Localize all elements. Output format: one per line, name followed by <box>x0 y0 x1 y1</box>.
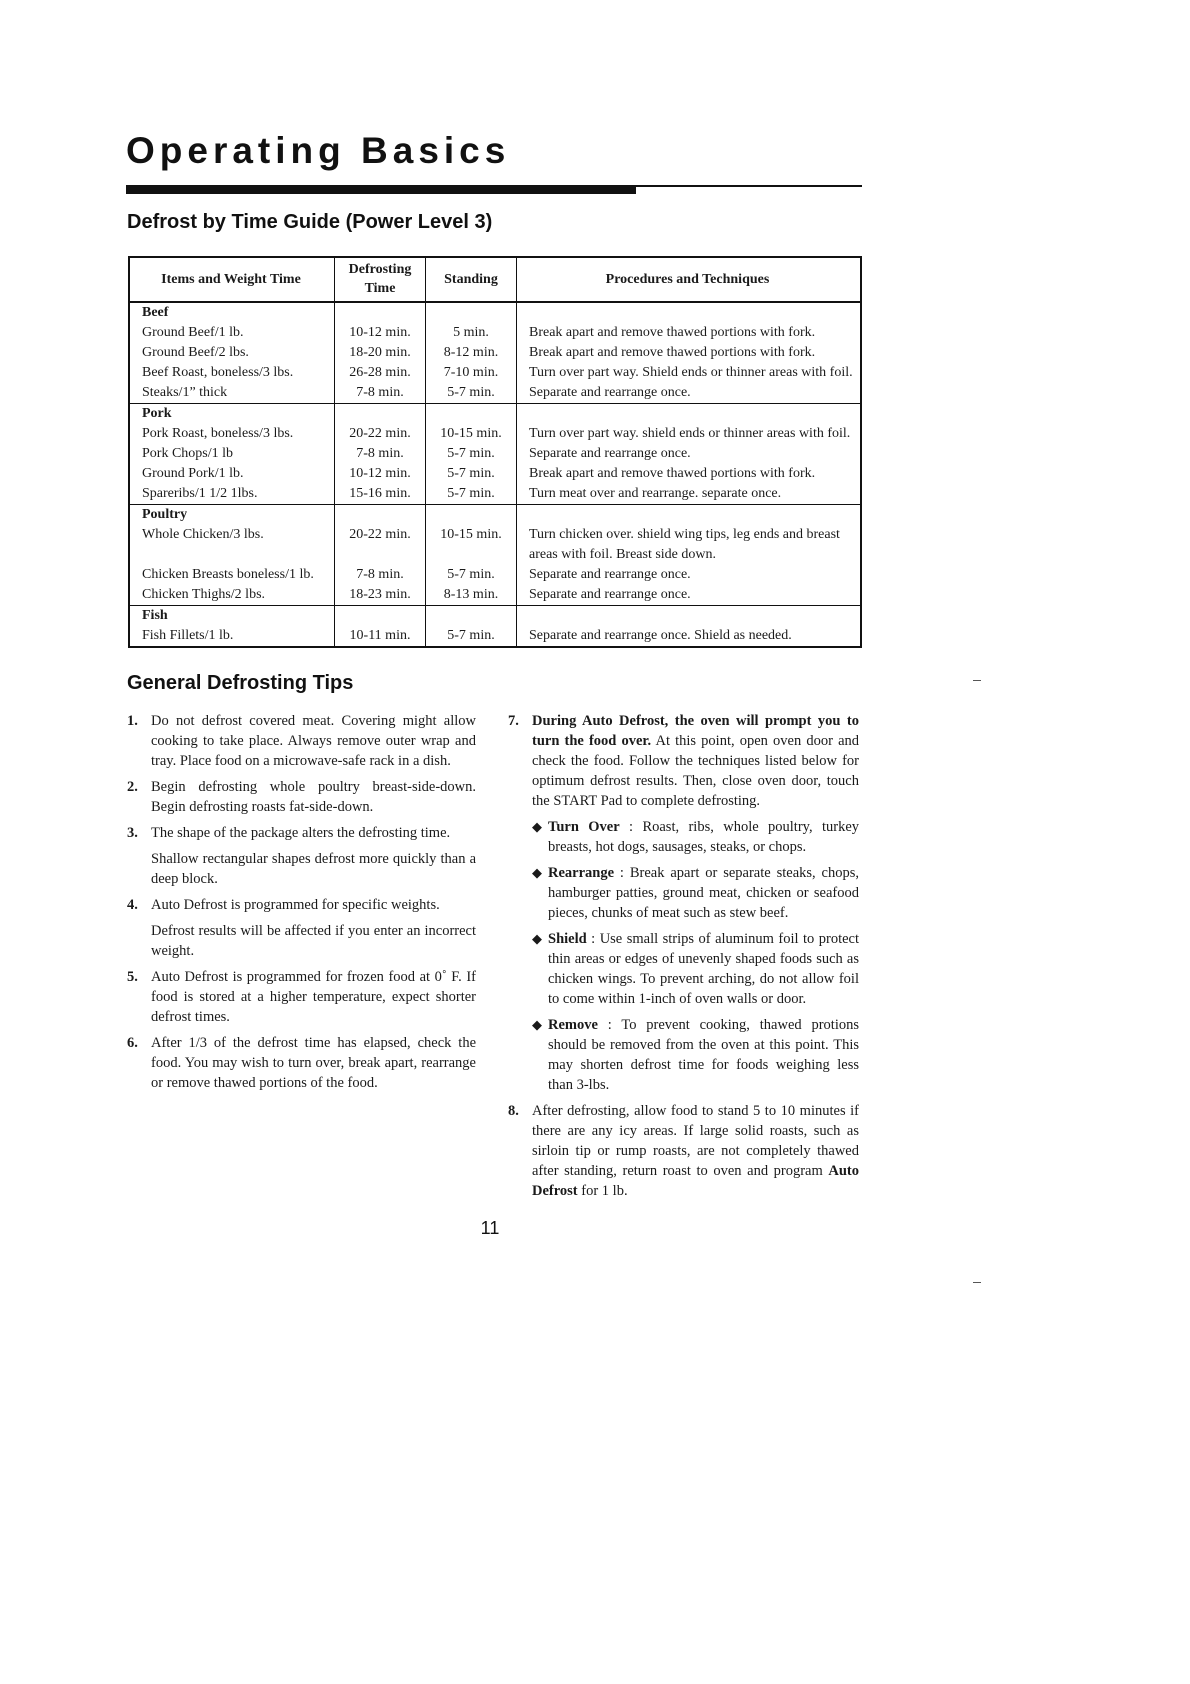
procedure-cell: Separate and rearrange once. <box>517 383 862 404</box>
technique-label: Turn Over <box>548 819 620 835</box>
tip-subtext: Defrost results will be affected if you enter an incorrect weight. <box>151 923 476 959</box>
time-cell: 10-11 min. <box>335 626 426 647</box>
standing-cell: 5-7 min. <box>426 626 517 647</box>
item-cell: Chicken Thighs/2 lbs. <box>142 587 266 602</box>
page-number: 11 <box>480 1218 500 1238</box>
standing-cell: 5-7 min. <box>426 383 517 404</box>
standing-cell: 5-7 min. <box>426 565 517 585</box>
tip-bold-text: Auto Defrost <box>532 1163 859 1199</box>
item-cell: Ground Beef/2 lbs. <box>142 345 249 360</box>
category-empty-cell <box>426 505 517 526</box>
diamond-bullet-icon: ◆ <box>532 931 542 946</box>
time-cell: 20-22 min. <box>335 525 426 565</box>
category-label: Beef <box>142 305 169 320</box>
technique-text: Break apart or separate steaks, chops, hamburger patties, ground meat, chicken or seafood pieces, chunks of meat such as stew beef. <box>548 865 860 921</box>
procedure-cell: Turn over part way. shield ends or thinner areas with foil. <box>517 424 862 444</box>
technique-separator: : <box>586 931 600 947</box>
tip-text-body: At this point, open oven door and check the food. Follow the techniques listed below for optimum defrost results. Then, close oven door, touch the START Pad to complete defrosting. <box>532 733 859 809</box>
technique-label: Rearrange <box>548 865 615 881</box>
table-header-row <box>129 257 861 302</box>
time-cell: 7-8 min. <box>335 444 426 464</box>
item-cell: Pork Roast, boneless/3 lbs. <box>142 426 294 441</box>
tip-4 <box>127 895 476 961</box>
category-empty-cell <box>335 505 426 526</box>
procedure-cell: Separate and rearrange once. <box>517 565 862 585</box>
category-label: Pork <box>129 404 335 425</box>
tip-8 <box>508 1101 859 1201</box>
diamond-bullet-icon: ◆ <box>532 865 542 880</box>
procedure-cell: Turn over part way. Shield ends or thinner areas with foil. <box>517 363 862 383</box>
tip-text: After 1/3 of the defrost time has elapsed, check the food. You may wish to turn over, break apart, rearrange or remove thawed portions of the food. <box>151 1035 476 1091</box>
time-cell: 7-8 min. <box>335 565 426 585</box>
tip-2 <box>127 777 476 817</box>
procedure-cell: Turn chicken over. shield wing tips, leg ends and breast areas with foil. Breast side down. <box>517 525 862 565</box>
table-row <box>129 484 861 505</box>
item-cell: Chicken Breasts boneless/1 lb. <box>142 567 314 582</box>
time-cell: 26-28 min. <box>335 363 426 383</box>
title-rule-thick <box>126 187 636 194</box>
table-row <box>129 626 861 647</box>
tip-1 <box>127 711 476 771</box>
standing-cell: 8-13 min. <box>426 585 517 606</box>
procedure-cell: Turn meat over and rearrange. separate once. <box>517 484 862 505</box>
item-cell: Pork Chops/1 lb <box>142 446 234 461</box>
tip-6 <box>127 1033 476 1093</box>
technique-item <box>532 863 859 923</box>
tip-number: 4. <box>127 897 138 913</box>
category-empty-cell <box>335 302 426 323</box>
technique-separator: : <box>614 865 630 881</box>
time-cell: 10-12 min. <box>335 323 426 343</box>
procedure-cell: Break apart and remove thawed portions with fork. <box>517 464 862 484</box>
tip-text: Do not defrost covered meat. Covering might allow cooking to take place. Always remove outer wrap and tray. Place food on a microwave-safe rack in a dish. <box>151 713 476 769</box>
item-cell: Ground Beef/1 lb. <box>142 325 244 340</box>
tip-text: Auto Defrost is programmed for frozen food at 0˚ F. If food is stored at a higher temperature, expect shorter defrost times. <box>151 969 476 1025</box>
diamond-bullet-icon: ◆ <box>532 1017 542 1032</box>
technique-label: Shield <box>548 931 587 947</box>
table-row <box>129 585 861 606</box>
item-cell: Beef Roast, boneless/3 lbs. <box>142 365 294 380</box>
tips-column-left <box>127 711 476 1099</box>
category-label: Poultry <box>129 505 335 526</box>
tip-text <box>532 711 859 811</box>
tip-number: 3. <box>127 825 138 841</box>
technique-separator: : <box>597 1017 622 1033</box>
table-row <box>129 363 861 383</box>
table-row <box>129 323 861 343</box>
technique-label: Remove <box>548 1017 598 1033</box>
table-row <box>129 565 861 585</box>
time-cell: 7-8 min. <box>335 383 426 404</box>
category-empty-cell <box>335 606 426 627</box>
tips-title: General Defrosting Tips <box>127 672 354 694</box>
standing-cell: 8-12 min. <box>426 343 517 363</box>
item-cell: Ground Pork/1 lb. <box>142 466 244 481</box>
crop-mark <box>973 680 981 681</box>
technique-item <box>532 929 859 1009</box>
procedure-cell: Separate and rearrange once. <box>517 585 862 606</box>
diamond-bullet-icon: ◆ <box>532 819 542 834</box>
tip-text: Auto Defrost is programmed for specific weights. <box>151 897 440 913</box>
item-cell: Fish Fillets/1 lb. <box>142 628 234 643</box>
crop-mark <box>973 1282 981 1283</box>
header-items: Items and Weight Time <box>129 257 335 302</box>
item-cell: Spareribs/1 1/2 1lbs. <box>142 486 258 501</box>
category-empty-cell <box>335 404 426 425</box>
category-label: Fish <box>129 606 335 627</box>
table-row <box>129 444 861 464</box>
tip-text-body: After defrosting, allow food to stand 5 to 10 minutes if there are any icy areas. If large solid roasts, such as sirloin tip or rump roasts, are not completely thawed after standing, return roast to oven and program <box>532 1103 859 1179</box>
tip-number: 5. <box>127 969 138 985</box>
procedure-cell: Break apart and remove thawed portions with fork. <box>517 343 862 363</box>
standing-cell: 5-7 min. <box>426 464 517 484</box>
technique-separator: : <box>619 819 643 835</box>
technique-item <box>532 1015 859 1095</box>
header-defrost-time: Defrosting Time <box>335 257 426 302</box>
header-standing: Standing <box>426 257 517 302</box>
defrost-guide-title: Defrost by Time Guide (Power Level 3) <box>127 211 493 233</box>
time-cell: 20-22 min. <box>335 424 426 444</box>
table-body <box>129 302 861 647</box>
category-row <box>129 404 861 425</box>
technique-text: To prevent cooking, thawed protions should be removed from the oven at this point. This may shorten defrost time for foods weighing less than 3-lbs. <box>548 1017 859 1093</box>
tip-text: Begin defrosting whole poultry breast-side-down. Begin defrosting roasts fat-side-down. <box>151 779 476 815</box>
table-row <box>129 343 861 363</box>
standing-cell: 10-15 min. <box>426 525 517 565</box>
tip-number: 6. <box>127 1035 138 1051</box>
tip-subtext: Shallow rectangular shapes defrost more quickly than a deep block. <box>151 851 476 887</box>
page-title: Operating Basics <box>126 130 511 171</box>
tip-bold-text: During Auto Defrost, the oven will prompt you to turn the food over. <box>532 713 859 749</box>
tip-number: 1. <box>127 713 138 729</box>
category-empty-cell <box>517 302 862 323</box>
category-empty-cell <box>426 404 517 425</box>
item-cell: Whole Chicken/3 lbs. <box>142 527 264 542</box>
category-empty-cell <box>517 404 862 425</box>
standing-cell: 5-7 min. <box>426 444 517 464</box>
tip-number: 2. <box>127 779 138 795</box>
tip-7 <box>508 711 859 1095</box>
table-row <box>129 424 861 444</box>
category-empty-cell <box>426 606 517 627</box>
category-empty-cell <box>426 302 517 323</box>
technique-item <box>532 817 859 857</box>
table-row <box>129 383 861 404</box>
tips-column-right <box>508 711 859 1207</box>
category-empty-cell <box>517 505 862 526</box>
procedure-cell: Break apart and remove thawed portions with fork. <box>517 323 862 343</box>
time-cell: 10-12 min. <box>335 464 426 484</box>
defrost-guide-table <box>128 256 862 648</box>
item-cell: Steaks/1” thick <box>142 385 228 400</box>
standing-cell: 5-7 min. <box>426 484 517 505</box>
tip-number: 7. <box>508 713 519 729</box>
category-row <box>129 505 861 526</box>
table-row <box>129 464 861 484</box>
category-row <box>129 302 861 323</box>
technique-list <box>532 817 859 1095</box>
standing-cell: 7-10 min. <box>426 363 517 383</box>
tip-text-end: for 1 lb. <box>577 1183 628 1199</box>
time-cell: 18-20 min. <box>335 343 426 363</box>
category-empty-cell <box>517 606 862 627</box>
tip-5 <box>127 967 476 1027</box>
tip-3 <box>127 823 476 889</box>
tip-text <box>532 1101 859 1201</box>
standing-cell: 5 min. <box>426 323 517 343</box>
table-row <box>129 525 861 565</box>
tip-text: The shape of the package alters the defrosting time. <box>151 825 451 841</box>
header-procedures: Procedures and Techniques <box>517 257 862 302</box>
standing-cell: 10-15 min. <box>426 424 517 444</box>
technique-text: Use small strips of aluminum foil to protect thin areas or edges of unevenly shaped foods such as chicken wings. To prevent arching, do not allow foil to come within 1-inch of oven walls or door. <box>548 931 860 1007</box>
tip-number: 8. <box>508 1103 519 1119</box>
category-row <box>129 606 861 627</box>
time-cell: 15-16 min. <box>335 484 426 505</box>
procedure-cell: Separate and rearrange once. Shield as needed. <box>517 626 862 647</box>
technique-text: Roast, ribs, whole poultry, turkey breasts, hot dogs, sausages, steaks, or chops. <box>548 819 860 855</box>
procedure-cell: Separate and rearrange once. <box>517 444 862 464</box>
time-cell: 18-23 min. <box>335 585 426 606</box>
